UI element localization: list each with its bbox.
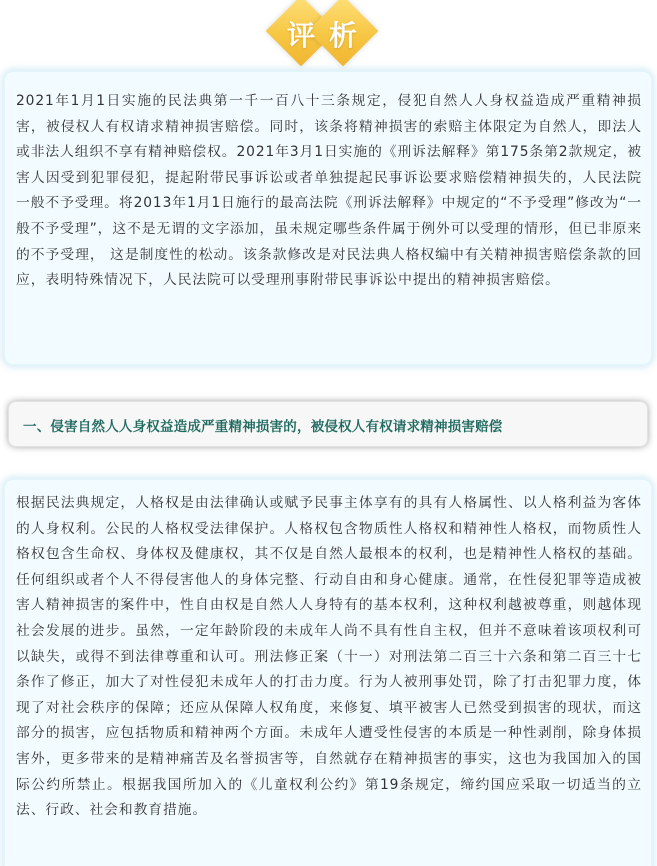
analysis-paragraph: 2021年1月1日实施的民法典第一千一百八十三条规定，侵犯自然人人身权益造成严重精神损害，被侵权人有权请求精神损害赔偿。同时，该条将精神损害的索赔主体限定为自然人，即法人或非法人组织不享有精神赔偿权。2021年3月1日实施的《刑诉法解释》第175条第2款规定，被害人因受到犯罪侵犯，提起附带民事诉讼或者单独提起民事诉讼要求赔偿精神损失的，人民法院一般不予受理。将2013年1月1日施行的最高法院《刑诉法解释》中规定的“不予受理”修改为“一般不予受理”，这不是无谓的文字添加，虽未规定哪些条件属于例外可以受理的情形，但已非原来的不予受理， 这是制度性的松动。该条款修改是对民法典人格权编中有关精神损害赔偿条款的回应，表明特殊情况下，人民法院可以受理刑事附带民事诉讼中提出的精神损害赔偿。 <box>16 93 642 289</box>
section-title-box <box>8 401 648 447</box>
section-body-paragraph: 根据民法典规定，人格权是由法律确认或赋予民事主体享有的具有人格属性、以人格利益为客体的人身权利。公民的人格权受法律保护。人格权包含物质性人格权和精神性人格权，而物质性人格权包含生命权、身体权及健康权，其不仅是自然人最根本的权利，也是精神性人格权的基础。任何组织或者个人不得侵害他人的身体完整、行动自由和身心健康。通常，在性侵犯罪等造成被害人精神损害的案件中，性自由权是自然人人身特有的基本权利，这种权利越被尊重，则越体现社会发展的进步。虽然，一定年龄阶段的未成年人尚不具有性自主权，但并不意味着该项权利可以缺失，或得不到法律尊重和认可。刑法修正案（十一）对刑法第二百三十六条和第二百三十七条作了修正，加大了对性侵犯未成年人的打击力度。行为人被刑事处罚，除了打击犯罪力度，体现了对社会秩序的保障；还应从保障人权角度，来修复、填平被害人已然受到损害的现状，而这部分的损害，应包括物质和精神两个方面。未成年人遭受性侵害的本质是一种性剥削，除身体损害外，更多带来的是精神痛苦及名誉损害等，自然就存在精神损害的事实，这也为我国加入的国际公约所禁止。根据我国所加入的《儿童权利公约》第19条规定，缔约国应采取一切适当的立法、行政、社会和教育措施。 <box>16 495 642 819</box>
section-body-card <box>3 478 653 866</box>
section-header-banner <box>0 0 657 66</box>
section-title: 一、侵害自然人人身权益造成严重精神损害的，被侵权人有权请求精神损害赔偿 <box>23 419 503 435</box>
analysis-card <box>3 70 653 366</box>
header-char-ping: 评 <box>286 19 315 52</box>
header-char-xi: 析 <box>328 19 357 52</box>
